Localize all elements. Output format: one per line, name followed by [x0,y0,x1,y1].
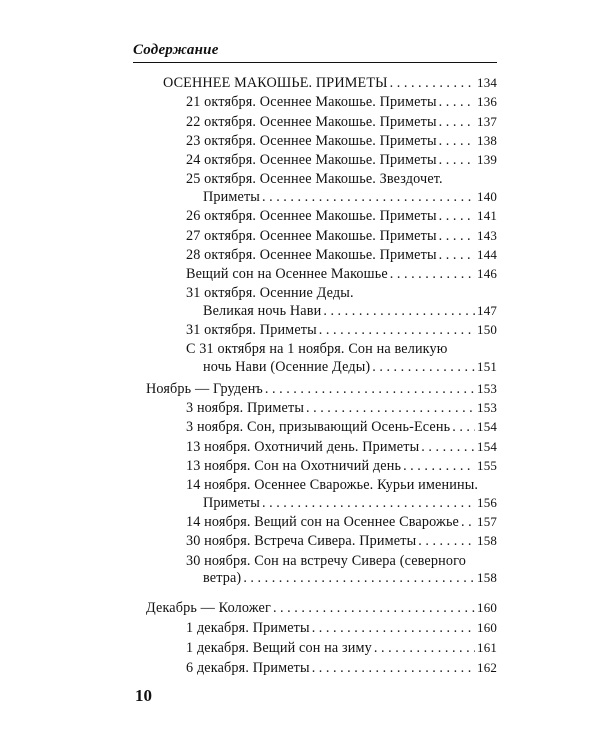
toc-entry-page: 158 [477,533,497,548]
toc-entry-page: 153 [477,381,497,396]
toc-entry [186,439,497,459]
toc-entry-page: 146 [477,266,497,281]
dot-leader [323,303,475,320]
dot-leader [262,189,475,206]
toc-entry-title-line2: ночь Нави (Осенние Деды) [203,359,371,375]
toc-entry-title: 23 октября. Осеннее Макошье. Приметы [186,133,437,149]
dot-leader [265,381,475,398]
toc-entry-title: 13 ноября. Охотничий день. Приметы [186,439,420,455]
toc-entry-title: 24 октября. Осеннее Макошье. Приметы [186,152,437,168]
toc-entry-page: 151 [477,359,497,374]
toc-entry-title-line1: С 31 октября на 1 ноября. Сон на великую [186,341,448,357]
dot-leader [372,359,475,376]
toc-entry [203,189,497,209]
toc-entry [203,495,497,515]
dot-leader [439,228,475,245]
toc-entry-page: 157 [477,514,497,529]
toc-entry-page: 161 [477,640,497,655]
toc-entry-title: 22 октября. Осеннее Макошье. Приметы [186,114,437,130]
toc-entry-page: 155 [477,458,497,473]
dot-leader [439,94,475,111]
toc-entry-page: 154 [477,419,497,434]
toc-entry-title-line2: Великая ночь Нави [203,303,322,319]
toc-entry [186,458,497,478]
dot-leader [262,495,475,512]
toc-entry-page: 147 [477,303,497,318]
toc-section-entry [146,381,497,401]
dot-leader [319,322,475,339]
dot-leader [439,152,475,169]
toc-entry [203,570,497,590]
dot-leader [390,266,475,283]
toc-entry [203,303,497,323]
toc-entry-title: 3 ноября. Сон, призывающий Осень-Есень [186,419,451,435]
toc-entry-title-line2: Приметы [203,495,260,511]
dot-leader [390,75,475,92]
toc-entry-title: 1 декабря. Вещий сон на зиму [186,640,372,656]
dot-leader [243,570,475,587]
toc-entry-title: 13 ноября. Сон на Охотничий день [186,458,402,474]
toc-entry-title: 28 октября. Осеннее Макошье. Приметы [186,247,437,263]
toc-entry-page: 156 [477,495,497,510]
toc-entry-title: 14 ноября. Вещий сон на Осеннее Сварожье [186,514,460,530]
dot-leader [439,208,475,225]
toc-entry [186,514,497,534]
toc-entry-title-line2: Приметы [203,189,260,205]
toc-entry-page: 134 [477,75,497,90]
toc-entry-page: 144 [477,247,497,262]
toc-entry-title: 21 октября. Осеннее Макошье. Приметы [186,94,437,110]
dot-leader [461,514,475,531]
toc-entry-title-line2: ветра) [203,570,242,586]
toc-entry-title: 1 декабря. Приметы [186,620,310,636]
toc-entry [186,152,497,172]
dot-leader [421,439,475,456]
toc-entry-page: 138 [477,133,497,148]
toc-entry-page: 143 [477,228,497,243]
toc-entry-title-line1: 30 ноября. Сон на встречу Сивера (северного [186,553,466,569]
dot-leader [439,247,475,264]
toc-entry [186,114,497,134]
toc-entry-title: ОСЕННЕЕ МАКОШЬЕ. ПРИМЕТЫ [163,75,388,91]
dot-leader [439,133,475,150]
toc-section-title: Ноябрь — Груденъ [146,381,263,397]
toc-entry-title-line1: 31 октября. Осенние Деды. [186,285,354,301]
toc-entry [186,419,497,439]
toc-entry-title: 6 декабря. Приметы [186,660,310,676]
dot-leader [439,114,475,131]
toc-entry-page: 162 [477,660,497,675]
toc-entry-title: 3 ноября. Приметы [186,400,305,416]
toc-entry [163,75,497,95]
toc-entry [186,94,497,114]
toc-entry-title-line1: 14 ноября. Осеннее Сварожье. Курьи именины. [186,477,479,493]
toc-entry-title: 27 октября. Осеннее Макошье. Приметы [186,228,437,244]
toc-entry-page: 154 [477,439,497,454]
toc-entry [186,322,497,342]
toc-entry-page: 160 [477,620,497,635]
dot-leader [452,419,475,436]
toc-entry [186,228,497,248]
dot-leader [403,458,475,475]
toc-entry [186,400,497,420]
toc-entry [186,133,497,153]
toc-entry-title: 26 октября. Осеннее Макошье. Приметы [186,208,437,224]
toc-entry-page: 153 [477,400,497,415]
toc-entry-title: 30 ноября. Встреча Сивера. Приметы [186,533,417,549]
page-number: 10 [135,686,152,705]
toc-entry-page: 140 [477,189,497,204]
toc-entry-page: 137 [477,114,497,129]
toc-entry-page: 150 [477,322,497,337]
toc-section-title: Декабрь — Коложег [146,600,271,616]
toc-entry [203,359,497,379]
running-header: Содержание [133,42,219,58]
toc-entry [186,533,497,553]
toc-entry-page: 158 [477,570,497,585]
toc-entry-title-line1: 25 октября. Осеннее Макошье. Звездочет. [186,171,443,187]
toc-entry [186,208,497,228]
dot-leader [418,533,475,550]
toc-entry [186,247,497,267]
dot-leader [306,400,475,417]
toc-entry-page: 160 [477,600,497,615]
toc-entry-page: 139 [477,152,497,167]
toc-entry [186,266,497,286]
toc-entry-title: 31 октября. Приметы [186,322,317,338]
toc-entry-page: 136 [477,94,497,109]
toc-entry-title: Вещий сон на Осеннее Макошье [186,266,388,282]
toc-entry-page: 141 [477,208,497,223]
